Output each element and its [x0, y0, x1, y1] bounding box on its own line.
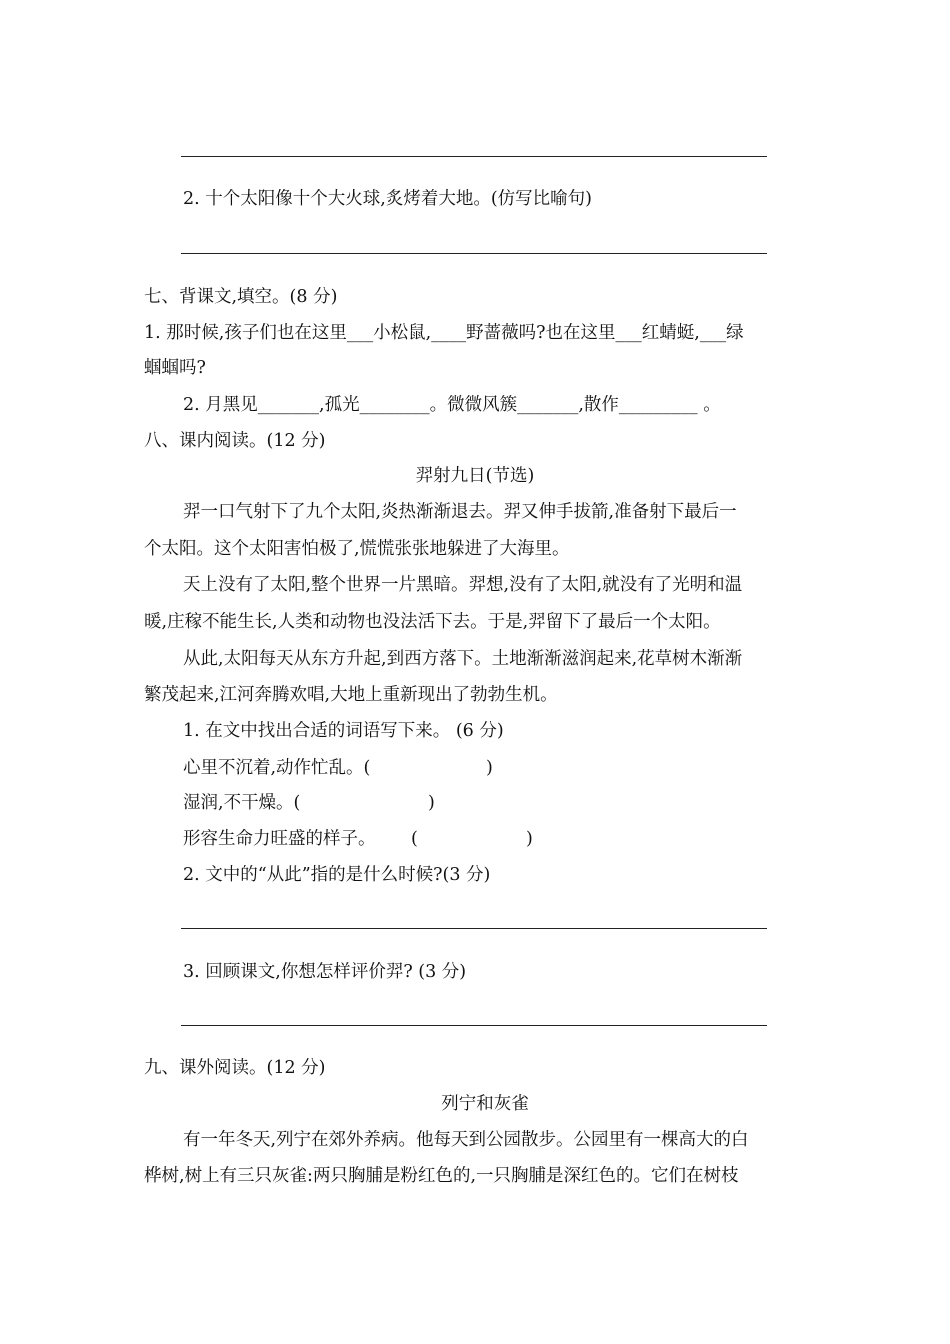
question-8-2: 2. 文中的“从此”指的是什么时候?(3 分) — [183, 865, 491, 885]
close-paren: ) — [428, 793, 435, 813]
passage-line: 从此,太阳每天从东方升起,到西方落下。土地渐渐滋润起来,花草树木渐渐 — [183, 649, 743, 669]
passage-line: 有一年冬天,列宁在郊外养病。他每天到公园散步。公园里有一棵高大的白 — [183, 1130, 749, 1150]
passage-line: 繁茂起来,江河奔腾欢唱,大地上重新现出了勃勃生机。 — [144, 685, 558, 705]
passage-title: 羿射九日(节选) — [415, 466, 535, 486]
passage-line: 个太阳。这个太阳害怕极了,慌慌张张地躲进了大海里。 — [144, 539, 570, 559]
passage-title: 列宁和灰雀 — [441, 1094, 529, 1114]
passage-line: 羿一口气射下了九个太阳,炎热渐渐退去。羿又伸手拔箭,准备射下最后一 — [183, 502, 737, 522]
answer-line — [181, 928, 767, 929]
question-8-3: 3. 回顾课文,你想怎样评价羿? (3 分) — [183, 962, 467, 982]
close-paren: ) — [526, 829, 533, 849]
question-7-1-line2: 蝈蝈吗? — [144, 358, 206, 378]
answer-line — [181, 253, 767, 254]
passage-line: 桦树,树上有三只灰雀:两只胸脯是粉红色的,一只胸脯是深红色的。它们在树枝 — [144, 1166, 739, 1186]
question-8-1-c: 形容生命力旺盛的样子。 — [183, 829, 376, 849]
question-8-1-b: 湿润,不干燥。( — [183, 793, 301, 813]
question-8-1-a: 心里不沉着,动作忙乱。( — [183, 758, 371, 778]
passage-line: 天上没有了太阳,整个世界一片黑暗。羿想,没有了太阳,就没有了光明和温 — [183, 575, 743, 595]
question-7-2: 2. 月黑见_______,孤光________。微微风簇_______,散作_________ 。 — [183, 395, 721, 415]
section-7-title: 七、背课文,填空。(8 分) — [144, 287, 338, 307]
open-paren: ( — [411, 829, 418, 849]
question-7-1-line1: 1. 那时候,孩子们也在这里___小松鼠,____野蔷薇吗?也在这里___红蜻蜓,___绿 — [144, 323, 744, 343]
answer-line — [181, 1025, 767, 1026]
question-8-1: 1. 在文中找出合适的词语写下来。 (6 分) — [183, 721, 504, 741]
section-9-title: 九、课外阅读。(12 分) — [144, 1058, 326, 1078]
answer-line — [181, 156, 767, 157]
question-6-2: 2. 十个太阳像十个大火球,炙烤着大地。(仿写比喻句) — [183, 189, 592, 209]
section-8-title: 八、课内阅读。(12 分) — [144, 431, 326, 451]
close-paren: ) — [486, 758, 493, 778]
passage-line: 暖,庄稼不能生长,人类和动物也没法活下去。于是,羿留下了最后一个太阳。 — [144, 612, 721, 632]
